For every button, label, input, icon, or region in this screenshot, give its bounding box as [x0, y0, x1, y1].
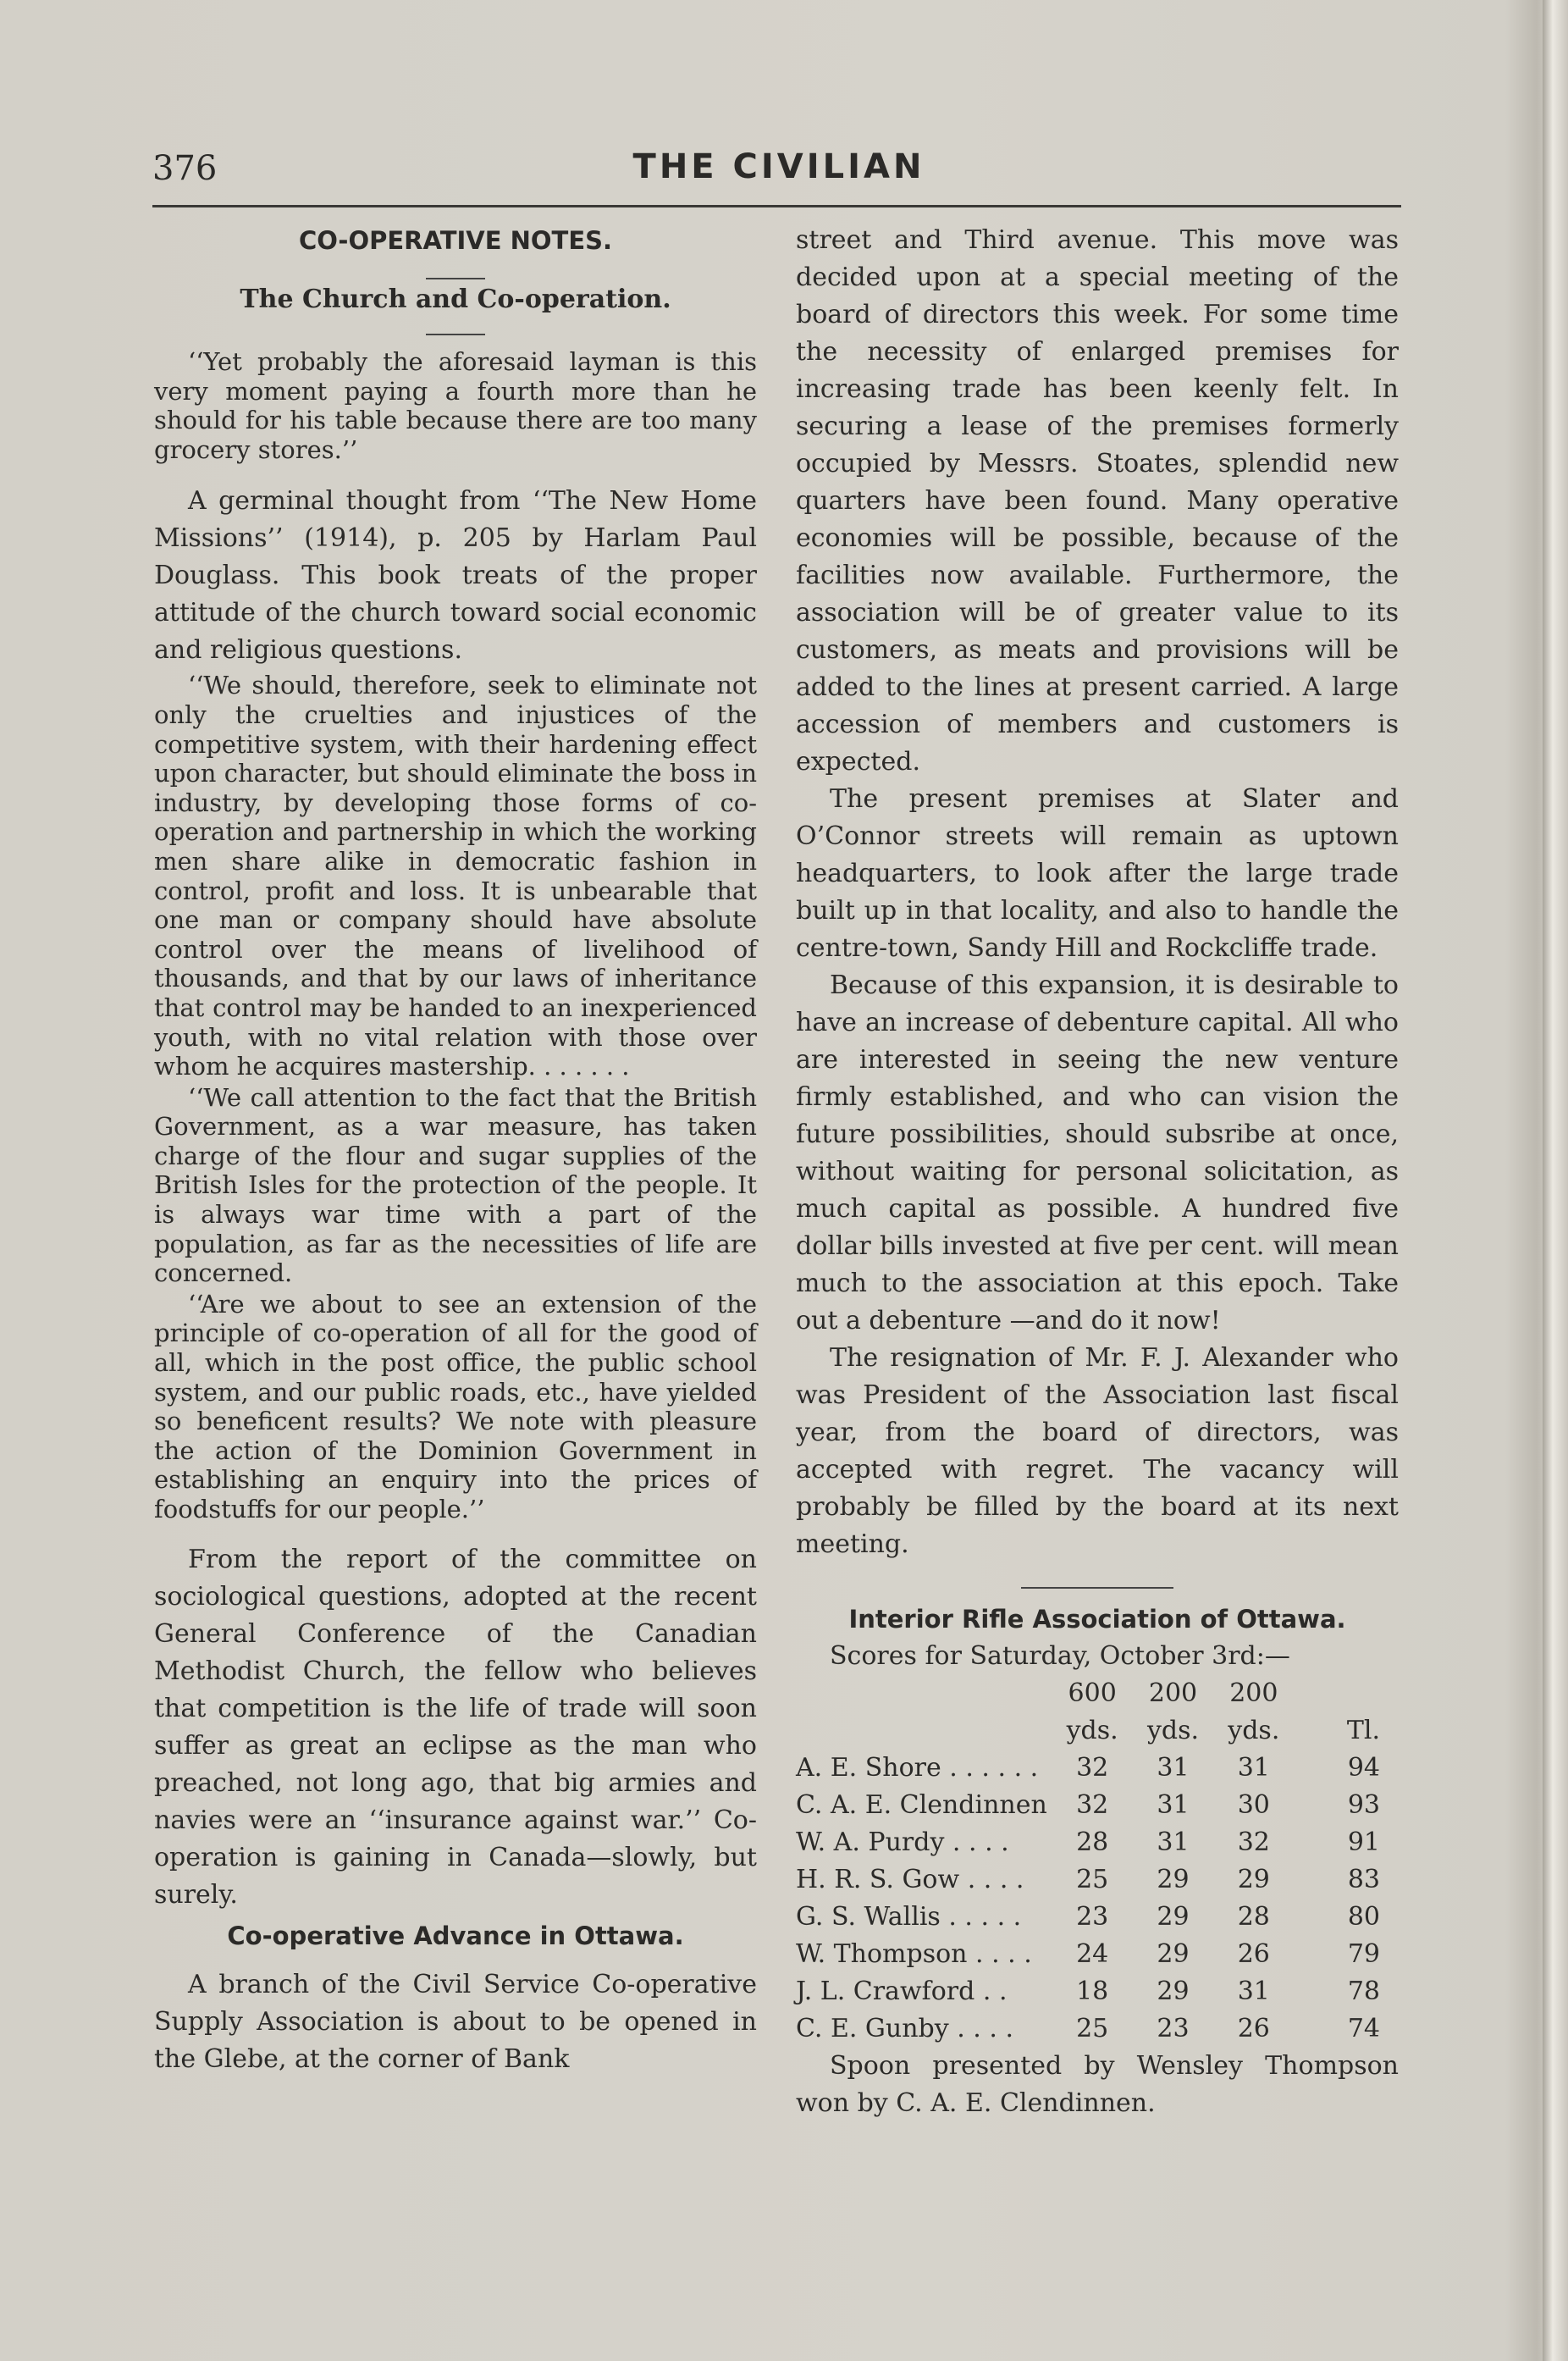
paragraph: Because of this expansion, it is desirable to have an increase of debenture capital. All who are interested in seeing the new venture firmly established, and who can vision the future possibilities, should subsribe at once, without waiting for personal solicitation, as much capital as possible. A hundred five dollar bills invested at five per cent. will mean much to the association at this epoch. Take out a debenture —and do it now! — [796, 970, 1399, 1335]
score-cell: 31 — [1157, 1790, 1190, 1820]
table-header-row — [796, 1675, 1399, 1712]
page-edge — [1543, 0, 1568, 2361]
score-cell: 29 — [1157, 1977, 1190, 2006]
shooter-name: W. A. Purdy . . . . — [796, 1827, 1009, 1857]
table-row — [796, 1973, 1399, 2010]
column-header: yds. — [1146, 1716, 1200, 1745]
total-cell: 78 — [1347, 1977, 1380, 2006]
shooter-name: C. E. Gunby . . . . — [796, 2014, 1013, 2043]
score-cell: 26 — [1237, 1939, 1270, 1969]
article-subtitle: The Church and Co-operation. — [240, 285, 671, 314]
quote-paragraph: ‘‘Are we about to see an extension of the principle of co-operation of all for the good of all, which in the post office, the public school system, and our public roads, etc., have yielded so beneficent results? We note with pleasure the action of the Dominion Government in establishing an enquiry into the prices of foodstuffs for our people.’’ — [154, 1289, 757, 1523]
publication-title: THE CIVILIAN — [632, 147, 925, 186]
score-cell: 31 — [1237, 1977, 1270, 2006]
total-cell: 91 — [1347, 1827, 1380, 1857]
total-cell: 79 — [1347, 1939, 1380, 1969]
table-row — [796, 2010, 1399, 2048]
score-cell: 32 — [1237, 1827, 1270, 1857]
column-header: 600 — [1068, 1678, 1117, 1708]
score-cell: 26 — [1237, 2014, 1270, 2043]
paragraph: The present premises at Slater and O’Connor streets will remain as uptown headquarters, to look after the large trade built up in that locality, and also to handle the centre-town, Sandy Hill and Rockcliffe trade. — [796, 784, 1399, 963]
header-rule — [152, 205, 1401, 207]
score-cell: 23 — [1076, 1902, 1109, 1932]
table-row — [796, 1824, 1399, 1861]
score-cell: 25 — [1076, 1865, 1109, 1894]
table-row — [796, 1861, 1399, 1899]
shooter-name: C. A. E. Clendinnen — [796, 1790, 1047, 1820]
score-cell: 28 — [1076, 1827, 1109, 1857]
score-cell: 24 — [1076, 1939, 1109, 1969]
paragraph: The resignation of Mr. F. J. Alexander who was President of the Association last fiscal year, from the board of directors, was accepted with regret. The vacancy will probably be filled by the board at its next meeting. — [796, 1343, 1399, 1559]
table-row — [796, 1936, 1399, 1973]
column-header: yds. — [1066, 1716, 1118, 1745]
total-cell: 93 — [1347, 1790, 1380, 1820]
section-heading: Interior Rifle Association of Ottawa. — [848, 1605, 1346, 1634]
score-cell: 32 — [1076, 1753, 1109, 1783]
score-cell: 23 — [1157, 2014, 1190, 2043]
shooter-name: W. Thompson . . . . — [796, 1939, 1032, 1969]
shooter-name: H. R. S. Gow . . . . — [796, 1865, 1024, 1894]
total-cell: 83 — [1347, 1865, 1380, 1894]
quote-paragraph: ‘‘We should, therefore, seek to eliminate not only the cruelties and injustices of the competitive system, with their hardening effect upon character, but should eliminate the boss in industry, by developing those forms of co-operation and partnership in which the working men share alike in democratic fashion in control, profit and loss. It is unbearable that one man or company should have absolute control over the means of livelihood of thousands, and that by our laws of inheritance that control may be handed to an inexperienced youth, with no vital relation with those over whom he acquires mastership. . . . . . . — [154, 671, 757, 1081]
score-cell: 25 — [1076, 2014, 1109, 2043]
table-header-row — [796, 1712, 1399, 1750]
score-cell: 29 — [1237, 1865, 1270, 1894]
shooter-name: J. L. Crawford . . — [796, 1977, 1008, 2006]
column-header: yds. — [1228, 1716, 1280, 1745]
column-header: Tl. — [1346, 1716, 1380, 1745]
score-cell: 30 — [1237, 1790, 1270, 1820]
column-header: 200 — [1229, 1678, 1278, 1708]
scores-table — [796, 1675, 1399, 2048]
score-cell: 18 — [1076, 1977, 1109, 2006]
paragraph: From the report of the committee on sociological questions, adopted at the recent General Conference of the Canadian Methodist Church, the fellow who believes that competition is the life of trade will soon suffer as great an eclipse as the man who preached, not long ago, that big armies and navies were an ‘‘insurance against war.’’ Co-operation is gaining in Canada—slowly, but surely. — [154, 1544, 757, 1910]
running-header — [152, 144, 1405, 195]
score-cell: 29 — [1157, 1865, 1190, 1894]
quote-paragraph: ‘‘Yet probably the aforesaid layman is this very moment paying a fourth more than he should for his table because there are too many grocery stores.’’ — [154, 347, 757, 464]
section-title: CO-OPERATIVE NOTES. — [298, 226, 613, 255]
score-cell: 31 — [1157, 1827, 1190, 1857]
closing-note: Spoon presented by Wensley Thompson won by C. A. E. Clendinnen. — [796, 2051, 1399, 2118]
column-header: 200 — [1148, 1678, 1198, 1708]
shooter-name: A. E. Shore . . . . . . — [796, 1753, 1039, 1783]
score-cell: 31 — [1157, 1753, 1190, 1783]
table-row — [796, 1787, 1399, 1824]
quote-paragraph: ‘‘We call attention to the fact that the British Government, as a war measure, has taken charge of the flour and sugar supplies of the British Isles for the protection of the people. It is always war time with a part of the population, as far as the necessities of life are concerned. — [154, 1082, 757, 1288]
total-cell: 74 — [1347, 2014, 1380, 2043]
score-cell: 28 — [1237, 1902, 1270, 1932]
left-column — [154, 222, 757, 2078]
shooter-name: G. S. Wallis . . . . . — [796, 1902, 1022, 1932]
table-row — [796, 1750, 1399, 1787]
score-cell: 29 — [1157, 1939, 1190, 1969]
total-cell: 80 — [1347, 1902, 1380, 1932]
paragraph: street and Third avenue. This move was decided upon at a special meeting of the board of directors this week. For some time the necessity of enlarged premises for increasing trade has been keenly felt. In securing a lease of the premises formerly occupied by Messrs. Stoates, splendid new quarters have been found. Many operative economies will be possible, because of the facilities now available. Furthermore, the association will be of greater value to its customers, as meats and provisions will be added to the lines at present carried. A large accession of members and customers is expected. — [796, 225, 1399, 777]
total-cell: 94 — [1347, 1753, 1380, 1783]
page-number: 376 — [152, 149, 218, 188]
paragraph: A branch of the Civil Service Co-operative Supply Association is about to be opened in the Glebe, at the corner of Bank — [154, 1969, 757, 2074]
section-heading: Co-operative Advance in Ottawa. — [227, 1921, 684, 1950]
score-cell: 32 — [1076, 1790, 1109, 1820]
score-cell: 31 — [1237, 1753, 1270, 1783]
table-row — [796, 1899, 1399, 1936]
right-column — [796, 222, 1399, 2122]
scores-intro: Scores for Saturday, October 3rd:— — [830, 1641, 1290, 1671]
score-cell: 29 — [1157, 1902, 1190, 1932]
paragraph: A germinal thought from ‘‘The New Home Missions’’ (1914), p. 205 by Harlam Paul Douglass. This book treats of the proper attitude of the church toward social economic and religious questions. — [154, 486, 757, 666]
